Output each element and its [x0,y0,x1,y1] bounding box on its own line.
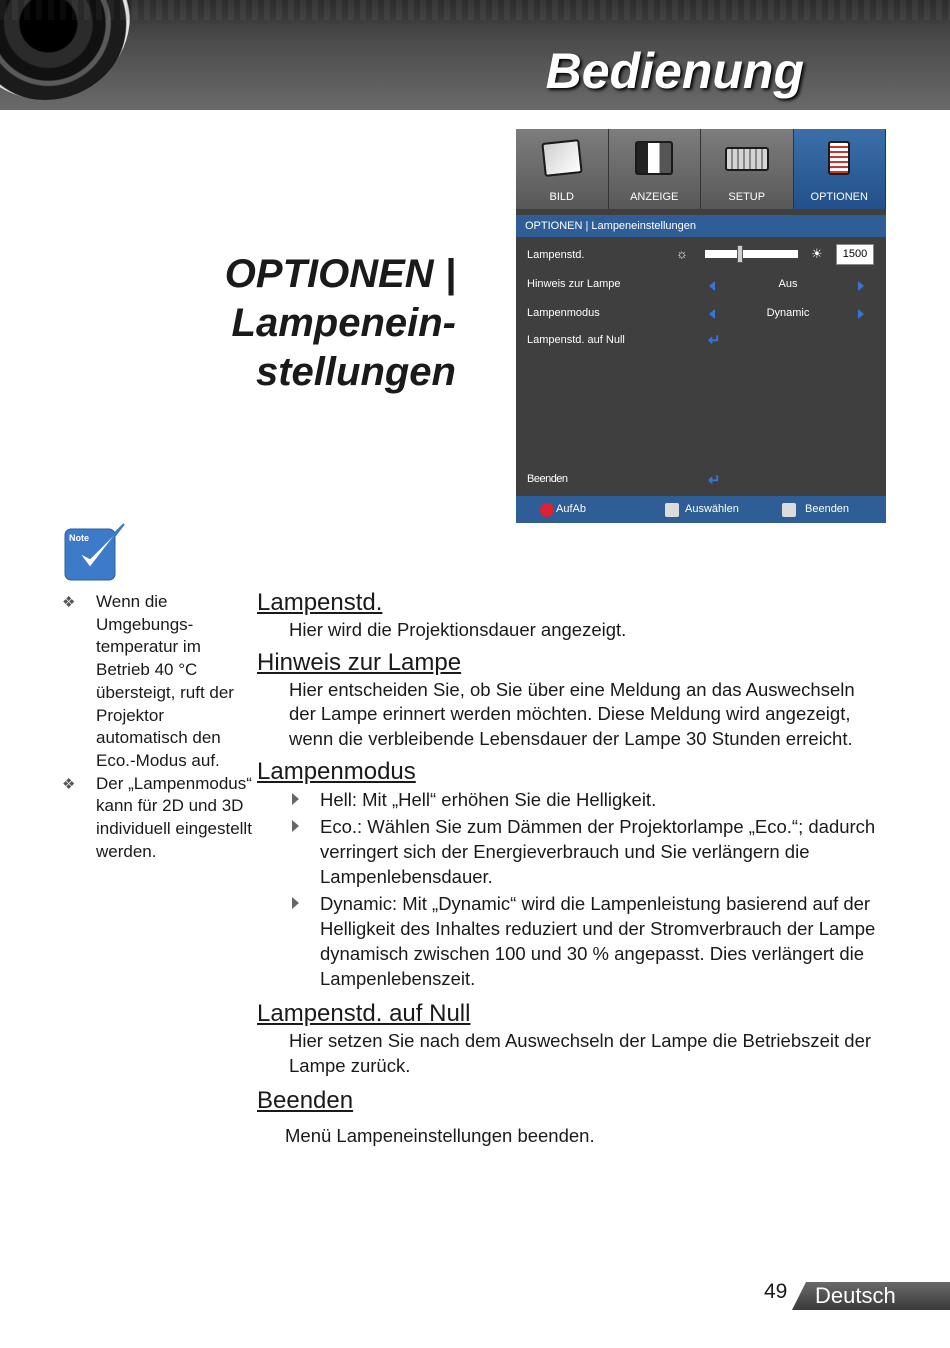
lamp-mode-value: Dynamic [766,307,810,319]
options-icon [828,141,850,175]
enter-key-icon [665,503,679,517]
triangle-bullet-icon [292,897,299,909]
arrow-left-icon[interactable] [709,309,715,319]
text-lamp-reminder: Hier entscheiden Sie, ob Sie über eine Meldung an das Auswechseln der Lampe erinnert werden möchten. Diese Meldung wird angezeigt, wenn die verbleibende Lebensdauer der Lampe 30 Stunden erreicht. [289,678,855,750]
enter-icon[interactable]: ↵ [708,332,721,349]
list-item [289,891,877,991]
heading-exit: Beenden [257,1087,354,1115]
list-item [289,814,877,889]
section-title-line3: stellungen [255,350,456,394]
list-item [289,787,877,812]
tab-setup[interactable] [701,129,794,209]
footer-updown-label: AufAb [556,503,586,515]
bullet-text: Eco.: Wählen Sie zum Dämmen der Projektorlampe „Eco.“; dadurch verringert sich der Energieverbrauch und Sie verlängern die Lampenlebensdauer. [320,815,876,887]
tab-label: ANZEIGE [630,191,679,203]
section-title-line1: OPTIONEN | [224,252,456,296]
osd-item-lamp-mode[interactable]: Lampenmodus [527,307,600,319]
tab-bild[interactable] [516,129,609,209]
footer-exit-label: Beenden [805,503,850,515]
note-item [62,591,252,773]
display-icon [635,141,673,175]
menu-key-icon [782,503,796,517]
bullet-text: Hell: Mit „Hell“ erhöhen Sie die Helligkeit. [320,788,657,810]
note-text: Wenn die Umgebungs-temperatur im Betrieb 40 °C übersteigt, ruft der Projektor automatisch den Eco.-Modus auf. [96,592,234,770]
osd-item-lamp-reminder[interactable]: Hinweis zur Lampe [527,278,621,290]
bulb-bright-icon: ☀ [811,246,823,261]
diamond-bullet-icon: ❖ [62,594,76,611]
osd-menu [516,129,886,523]
arrow-right-icon[interactable] [858,309,864,319]
bullet-text: Dynamic: Mit „Dynamic“ wird die Lampenleistung basierend auf der Helligkeit des Inhaltes reduziert und der Stromverbrauch der Lampe dynamisch zwischen 100 und 30 % angepasst. Dies verlängert die Lampenlebenszeit. [320,892,876,989]
lamp-reminder-value: Aus [778,278,798,290]
text-lamp-reset: Hier setzen Sie nach dem Auswechseln der Lampe die Betriebszeit der Lampe zurück. [289,1029,872,1076]
osd-item-exit[interactable]: Beenden [527,473,568,485]
osd-item-lamp-reset[interactable]: Lampenstd. auf Null [527,334,625,346]
language-label: Deutsch [815,1283,896,1308]
heading-lamp-mode: Lampenmodus [257,757,416,785]
note-icon [64,522,126,582]
lamp-hours-value: 1500 [836,244,874,265]
page-header [0,0,950,110]
tab-label: OPTIONEN [810,191,868,203]
projector-lens-graphic [0,0,130,100]
updown-icon [540,503,554,517]
section-title-line2: Lampenein- [231,301,456,345]
text-exit: Menü Lampeneinstellungen beenden. [285,1125,595,1147]
note-badge-label: Note [69,533,89,543]
slider-handle[interactable] [737,245,743,263]
tab-label: SETUP [728,191,766,203]
text-lamp-hours: Hier wird die Projektionsdauer angezeigt. [289,619,627,640]
note-text: Der „Lampenmodus“ kann für 2D und 3D individuell eingestellt werden. [96,773,252,861]
main-content [257,588,877,1149]
lamp-hours-slider[interactable] [705,250,798,258]
arrow-left-icon[interactable] [709,281,715,291]
osd-breadcrumb: OPTIONEN | Lampeneinstellungen [516,215,886,237]
heading-lamp-hours: Lampenstd. [257,589,383,616]
triangle-bullet-icon [292,793,299,805]
arrow-right-icon[interactable] [858,281,864,291]
projector-icon [725,147,769,171]
heading-lamp-reminder: Hinweis zur Lampe [257,648,462,676]
bulb-dim-icon: ☼ [676,246,688,261]
heading-lamp-reset: Lampenstd. auf Null [257,999,471,1027]
footer-select-label: Auswählen [685,503,739,515]
chapter-title: Bedienung [545,43,804,99]
osd-footer [516,496,886,523]
osd-tab-bar [516,129,886,209]
note-item [62,773,252,864]
osd-item-lamp-hours[interactable]: Lampenstd. [527,249,585,261]
lamp-mode-list [257,787,877,991]
triangle-bullet-icon [292,820,299,832]
tab-optionen[interactable] [794,129,887,209]
diamond-bullet-icon: ❖ [62,775,76,793]
note-list [62,591,252,863]
picture-icon [541,139,582,177]
tab-anzeige[interactable] [609,129,702,209]
enter-icon[interactable]: ↵ [708,472,721,489]
section-title [96,250,456,397]
tab-label: BILD [549,191,574,203]
page-number: 49 [764,1280,788,1303]
